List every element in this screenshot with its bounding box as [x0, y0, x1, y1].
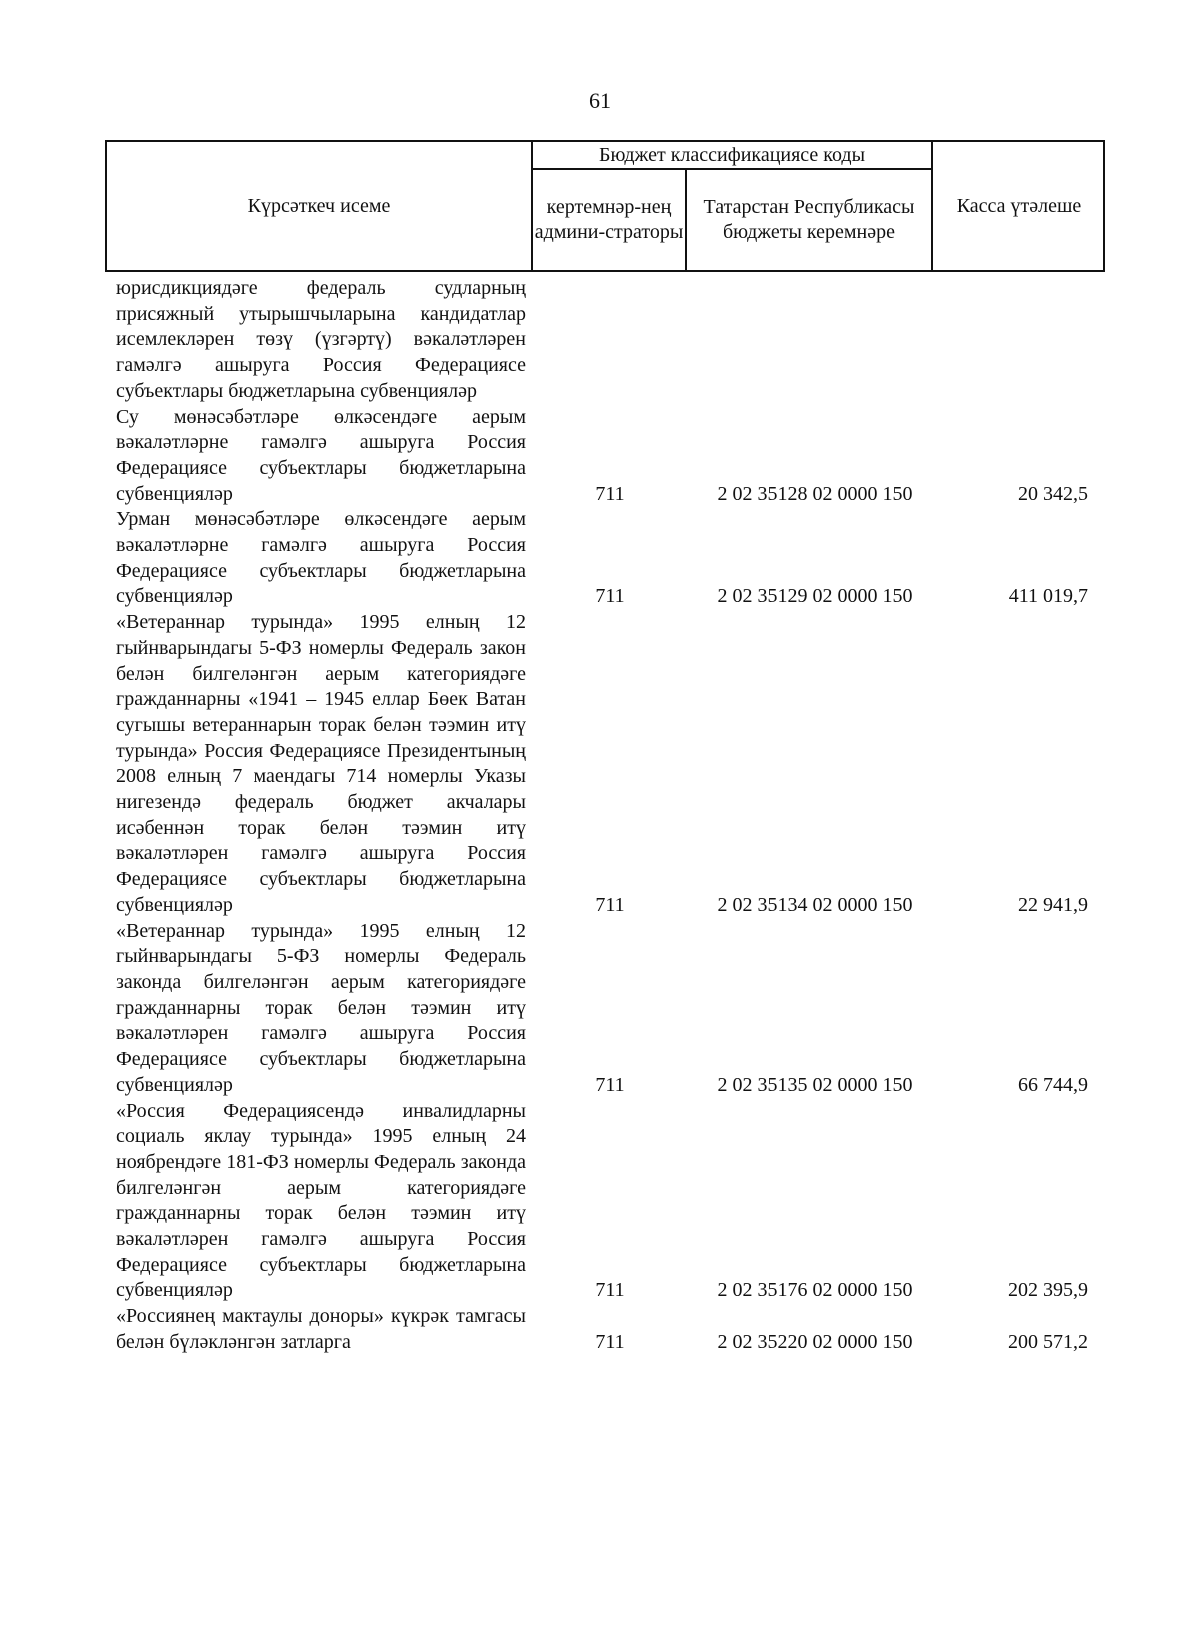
row-amount: 66 744,9	[1018, 1073, 1088, 1096]
table-row	[0, 276, 1200, 405]
row-classification-code: 2 02 35176 02 0000 150	[717, 1279, 913, 1302]
row-description: «Ветераннар турында» 1995 елның 12 гыйнварындагы 5-ФЗ номерлы Федераль законда билгеләнгән аерым категориядәге гражданнарны торак белән тәэмин итү вәкаләтләрен гамәлгә ашыруга Россия Федерациясе субъектлары бюджетларына субвенцияләр	[116, 919, 526, 1096]
header-budget-classification-code: Бюджет классификациясе коды	[533, 142, 933, 170]
table-row	[0, 405, 1200, 508]
row-classification-code: 2 02 35134 02 0000 150	[717, 893, 913, 916]
row-description: Урман мөнәсәбәтләре өлкәсендәге аерым вәкаләтләрне гамәлгә ашыруга Россия Федерациясе субъектлары бюджетларына субвенцияләр	[116, 508, 526, 608]
row-amount: 22 941,9	[1018, 893, 1088, 916]
header-cash-execution: Касса үтәлеше	[956, 194, 1082, 217]
row-classification-code: 2 02 35220 02 0000 150	[717, 1330, 913, 1353]
row-admin-code: 711	[595, 482, 625, 505]
table-body	[0, 276, 1200, 1356]
row-description: «Ветераннар турында» 1995 елның 12 гыйнварындагы 5-ФЗ номерлы Федераль закон белән билгеләнгән аерым категориядәге гражданнарны «1941 – 1945 еллар Бөек Ватан сугышы ветераннарын торак белән тәэмин итү турында» Россия Федерациясе Президентының 2008 елның 7 маендагы 714 номерлы Указы нигезендә федераль бюджет акчалары исәбеннән торак белән тәэмин итү вәкаләтләрен гамәлгә ашыруга Россия Федерациясе субъектлары бюджетларына субвенцияләр	[116, 611, 526, 916]
row-amount: 20 342,5	[1018, 482, 1088, 505]
table-row	[0, 919, 1200, 1099]
row-admin-code: 711	[595, 585, 625, 608]
row-description: «Россиянең мактаулы доноры» күкрәк тамгасы белән бүләкләнгән затларга	[116, 1305, 526, 1353]
row-description: «Россия Федерациясендә инвалидларны социаль яклау турында» 1995 елның 24 ноябрендәге 181-ФЗ номерлы Федераль законда билгеләнгән аерым категориядәге гражданнарны торак белән тәэмин итү вәкаләтләрен гамәлгә ашыруга Россия Федерациясе субъектлары бюджетларына субвенцияләр	[116, 1099, 526, 1302]
row-admin-code: 711	[595, 893, 625, 916]
table-row	[0, 610, 1200, 918]
row-amount: 200 571,2	[1008, 1330, 1088, 1353]
row-classification-code: 2 02 35135 02 0000 150	[717, 1073, 913, 1096]
page-number: 61	[589, 88, 611, 113]
table-row	[0, 507, 1200, 610]
row-amount: 202 395,9	[1008, 1279, 1088, 1302]
row-classification-code: 2 02 35128 02 0000 150	[717, 482, 913, 505]
row-description: юрисдикциядәге федераль судларның присяжный утырышчыларына кандидатлар исемлекләрен төзү (үзгәртү) вәкаләтләрен гамәлгә ашыруга Россия Федерациясе субъектлары бюджетларына субвенцияләр	[116, 277, 526, 402]
header-revenue-administrators: кертемнәр-нең админи-страторы	[533, 170, 687, 270]
row-admin-code: 711	[595, 1330, 625, 1353]
row-admin-code: 711	[595, 1073, 625, 1096]
row-amount: 411 019,7	[1008, 585, 1088, 608]
header-indicator-name: Күрсәткеч исеме	[107, 142, 533, 270]
table-row	[0, 1099, 1200, 1305]
row-description: Су мөнәсәбәтләре өлкәсендәге аерым вәкаләтләрне гамәлгә ашыруга Россия Федерациясе субъектлары бюджетларына субвенцияләр	[116, 405, 526, 505]
table-row	[0, 1304, 1200, 1355]
row-classification-code: 2 02 35129 02 0000 150	[717, 585, 913, 608]
row-admin-code: 711	[595, 1279, 625, 1302]
table-header	[105, 140, 1105, 272]
header-republic-budget-revenues: Татарстан Республикасы бюджеты керемнәре	[687, 170, 933, 270]
